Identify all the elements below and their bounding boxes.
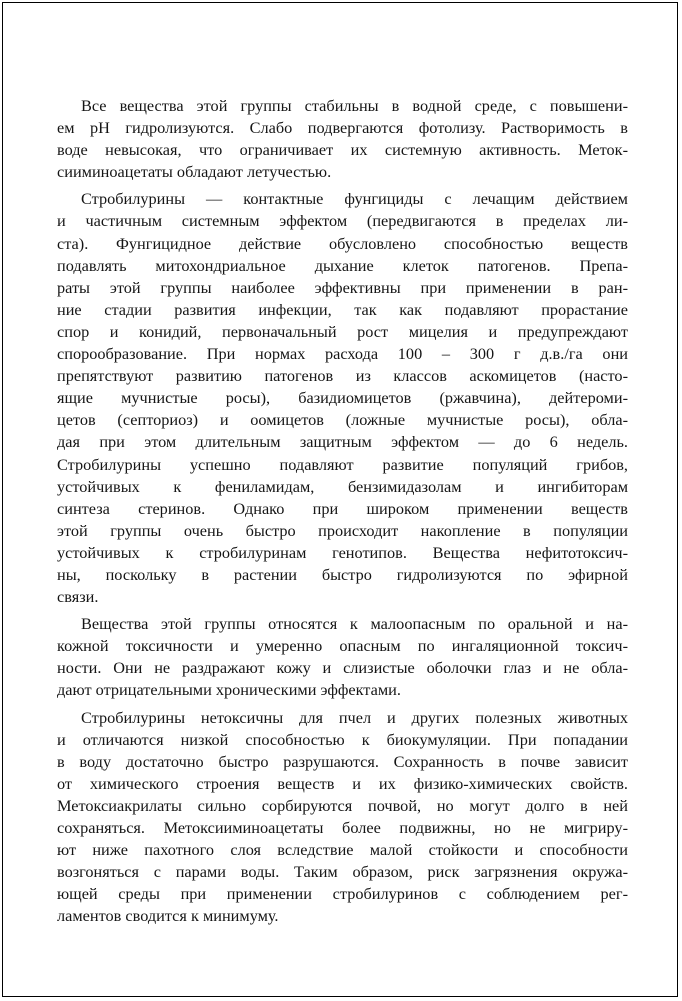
paragraph-2 (57, 188, 628, 608)
text-line: Все вещества этой группы стабильны в водной среде, с повышени- (81, 96, 628, 115)
text-line: ламентов сводится к минимуму. (57, 906, 279, 926)
text-line: Вещества этой группы относятся к малоопасным по оральной и на- (81, 614, 628, 634)
text-line: сииминоацетаты обладают летучестью. (57, 162, 332, 182)
text-line: возгоняться с парами воды. Таким образом, риск загрязнения окружа- (57, 862, 628, 882)
text-line: ем pH гидролизуются. Слабо подвергаются фотолизу. Растворимость в (57, 118, 628, 138)
text-line: Стробилурины нетоксичны для пчел и других полезных животных (81, 707, 628, 727)
text-line: раты этой группы наиболее эффективны при применении в ран- (57, 277, 628, 297)
paragraph-3 (57, 613, 628, 701)
text-line: ности. Они не раздражают кожу и слизистые оболочки глаз и не обла- (57, 658, 628, 678)
text-line: ние стадии развития инфекции, так как подавляют прорастание (57, 299, 628, 319)
text-line: дают отрицательными хроническими эффектами. (57, 680, 401, 700)
page-text (57, 95, 628, 929)
paragraph-4 (57, 707, 628, 928)
text-line: препятствуют развитию патогенов из классов аскомицетов (насто- (57, 366, 628, 386)
text-line: кожной токсичности и умеренно опасным по ингаляционной токсич- (57, 636, 628, 656)
text-line: устойчивых к фениламидам, бензимидазолам и ингибиторам (57, 476, 628, 496)
text-line: Стробилурины — контактные фунгициды с лечащим действием (81, 189, 628, 209)
text-line: подавлять митохондриальное дыхание клеток патогенов. Препа- (57, 255, 628, 275)
paragraph-1 (57, 95, 628, 183)
text-line: ящие мучнистые росы), базидиомицетов (ржавчина), дейтероми- (57, 388, 628, 408)
text-line: устойчивых к стробилуринам генотипов. Вещества нефитотоксич- (57, 542, 628, 562)
text-line: синтеза стеринов. Однако при широком применении веществ (57, 498, 628, 518)
text-line: спор и конидий, первоначальный рост мицелия и предупреждают (57, 321, 628, 341)
text-line: воде невысокая, что ограничивает их системную активность. Меток- (57, 140, 628, 160)
text-line: дая при этом длительным защитным эффектом — до 6 недель. (57, 432, 628, 452)
page-frame (2, 2, 678, 997)
text-line: связи. (57, 587, 99, 607)
text-line: в воду достаточно быстро разрушаются. Сохранность в почве зависит (57, 751, 628, 771)
text-line: этой группы очень быстро происходит накопление в популяции (57, 520, 628, 540)
text-line: Метоксиакрилаты сильно сорбируются почвой, но могут долго в ней (57, 795, 628, 815)
text-line: ста). Фунгицидное действие обусловлено способностью веществ (57, 233, 628, 253)
text-line: ют ниже пахотного слоя вследствие малой стойкости и способности (57, 840, 628, 860)
text-line: и частичным системным эффектом (передвигаются в пределах ли- (57, 211, 628, 231)
text-line: ющей среды при применении стробилуринов с соблюдением рег- (57, 884, 628, 904)
text-line: сохраняться. Метоксииминоацетаты более подвижны, но не мигриру- (57, 818, 628, 837)
text-line: Стробилурины успешно подавляют развитие популяций грибов, (57, 454, 628, 474)
text-line: цетов (септориоз) и оомицетов (ложные мучнистые росы), обла- (57, 410, 628, 430)
text-line: от химического строения веществ и их физико-химических свойств. (57, 773, 628, 793)
text-line: спорообразование. При нормах расхода 100 – 300 г д.в./га они (57, 344, 628, 364)
text-line: ны, поскольку в растении быстро гидролизуются по эфирной (57, 564, 628, 584)
text-line: и отличаются низкой способностью к биокумуляции. При попадании (57, 729, 628, 749)
